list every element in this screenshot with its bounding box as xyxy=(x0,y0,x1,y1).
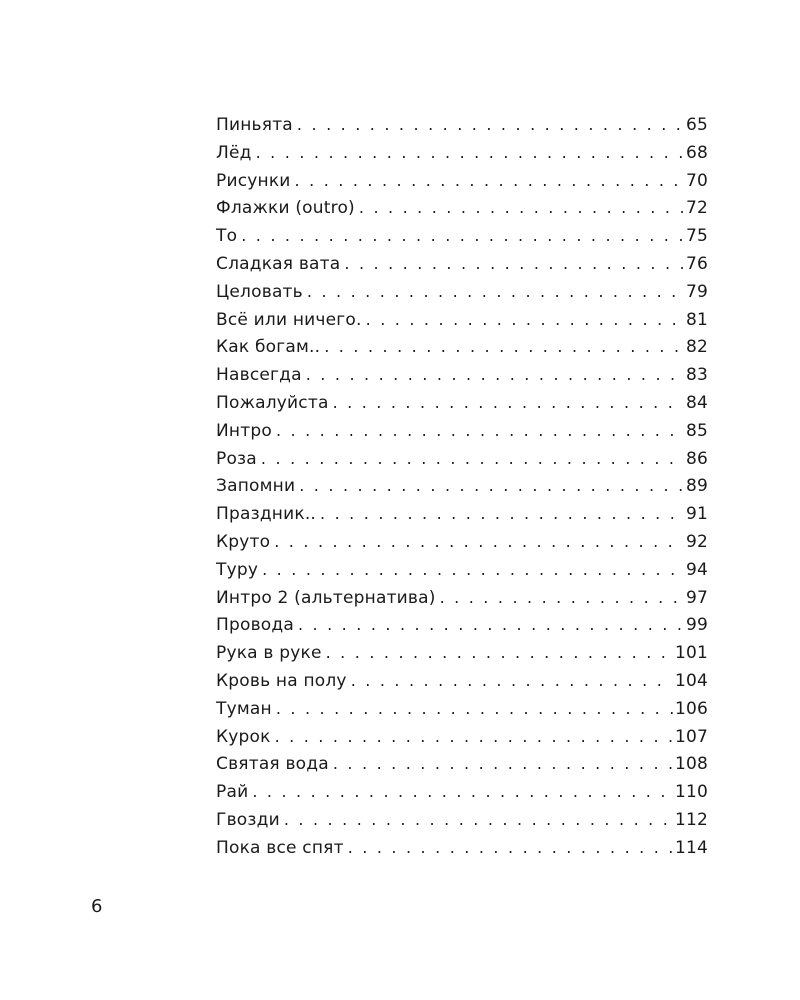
dot-leader xyxy=(256,143,684,162)
dot-leader xyxy=(262,560,684,579)
dot-leader xyxy=(333,754,673,773)
dot-leader xyxy=(307,282,684,301)
page-number: 6 xyxy=(91,896,103,917)
toc-entry-page: 107 xyxy=(674,726,708,747)
toc-entry xyxy=(216,421,708,449)
toc-entry xyxy=(216,671,708,699)
toc-entry-page: 94 xyxy=(685,559,708,580)
toc-entry xyxy=(216,365,708,393)
toc-entry-title: Кровь на полу xyxy=(216,670,347,691)
toc-entry-title: Туман xyxy=(216,698,272,719)
toc-entry-page: 72 xyxy=(685,198,708,219)
toc-entry-title: Навсегда xyxy=(216,365,302,386)
toc-entry-page: 112 xyxy=(674,809,708,830)
toc-entry xyxy=(216,588,708,616)
toc-entry xyxy=(216,615,708,643)
toc-entry-title: Гвозди xyxy=(216,809,280,830)
toc-entry-page: 79 xyxy=(685,281,708,302)
toc-entry-title: Запомни xyxy=(216,476,296,497)
toc-entry-page: 85 xyxy=(685,420,708,441)
toc-entry-page: 106 xyxy=(674,698,708,719)
toc-entry-page: 89 xyxy=(685,476,708,497)
toc-entry-title: Как богам.. xyxy=(216,337,321,358)
toc-entry-title: Курок xyxy=(216,726,271,747)
toc-entry xyxy=(216,699,708,727)
toc-entry-title: Рай xyxy=(216,782,249,803)
toc-entry-page: 76 xyxy=(685,253,708,274)
dot-leader xyxy=(274,532,684,551)
toc-entry-page: 99 xyxy=(685,615,708,636)
dot-leader xyxy=(359,198,684,217)
dot-leader xyxy=(348,838,673,857)
toc-entry xyxy=(216,254,708,282)
dot-leader xyxy=(275,727,673,746)
toc-entry-title: Интро 2 (альтернатива) xyxy=(216,587,436,608)
toc-entry-page: 82 xyxy=(685,337,708,358)
toc-entry xyxy=(216,337,708,365)
toc-entry-page: 81 xyxy=(685,309,708,330)
toc-entry-title: Флажки (outro) xyxy=(216,198,355,219)
dot-leader xyxy=(306,365,684,384)
toc-entry-page: 97 xyxy=(685,587,708,608)
toc-entry-title: Целовать xyxy=(216,281,303,302)
table-of-contents xyxy=(216,115,708,866)
dot-leader xyxy=(284,810,673,829)
toc-entry-page: 91 xyxy=(685,504,708,525)
toc-entry xyxy=(216,115,708,143)
toc-entry xyxy=(216,643,708,671)
toc-entry xyxy=(216,393,708,421)
toc-entry-title: Рука в руке xyxy=(216,643,322,664)
toc-entry xyxy=(216,754,708,782)
toc-entry-title: Лёд xyxy=(216,142,252,163)
dot-leader xyxy=(333,393,684,412)
dot-leader xyxy=(261,449,684,468)
toc-entry xyxy=(216,727,708,755)
toc-entry-title: Рисунки xyxy=(216,170,291,191)
dot-leader xyxy=(351,671,673,690)
toc-entry-title: Круто xyxy=(216,531,271,552)
dot-leader xyxy=(297,115,684,134)
toc-entry xyxy=(216,143,708,171)
toc-entry-title: То xyxy=(216,226,238,247)
toc-entry-page: 68 xyxy=(685,142,708,163)
toc-entry-page: 84 xyxy=(685,392,708,413)
dot-leader xyxy=(366,310,684,329)
toc-entry-page: 110 xyxy=(674,782,708,803)
toc-entry-page: 86 xyxy=(685,448,708,469)
toc-entry xyxy=(216,476,708,504)
dot-leader xyxy=(320,504,684,523)
toc-entry xyxy=(216,198,708,226)
toc-entry-title: Туру xyxy=(216,559,259,580)
toc-entry-title: Пока все спят xyxy=(216,837,344,858)
dot-leader xyxy=(326,643,673,662)
toc-entry xyxy=(216,532,708,560)
toc-entry-page: 104 xyxy=(674,670,708,691)
toc-entry xyxy=(216,449,708,477)
toc-entry-title: Интро xyxy=(216,420,272,441)
toc-entry-title: Роза xyxy=(216,448,257,469)
toc-entry xyxy=(216,282,708,310)
toc-entry xyxy=(216,838,708,866)
toc-entry xyxy=(216,310,708,338)
toc-entry xyxy=(216,226,708,254)
toc-entry-page: 70 xyxy=(685,170,708,191)
toc-entry-title: Провода xyxy=(216,615,294,636)
toc-entry-title: Праздник.. xyxy=(216,504,317,525)
dot-leader xyxy=(276,699,673,718)
toc-entry xyxy=(216,504,708,532)
toc-entry xyxy=(216,810,708,838)
toc-entry-title: Всё или ничего. xyxy=(216,309,362,330)
dot-leader xyxy=(324,337,684,356)
toc-entry xyxy=(216,782,708,810)
toc-entry xyxy=(216,171,708,199)
dot-leader xyxy=(299,476,684,495)
dot-leader xyxy=(241,226,684,245)
toc-entry-page: 83 xyxy=(685,365,708,386)
toc-entry-title: Пиньята xyxy=(216,115,293,135)
toc-entry-page: 101 xyxy=(674,643,708,664)
dot-leader xyxy=(276,421,684,440)
toc-entry xyxy=(216,560,708,588)
toc-entry-title: Пожалуйста xyxy=(216,392,329,413)
toc-entry-page: 114 xyxy=(674,837,708,858)
dot-leader xyxy=(344,254,684,273)
toc-entry-page: 92 xyxy=(685,531,708,552)
dot-leader xyxy=(252,782,673,801)
dot-leader xyxy=(295,171,684,190)
toc-entry-title: Сладкая вата xyxy=(216,253,341,274)
dot-leader xyxy=(298,615,684,634)
toc-entry-page: 108 xyxy=(674,754,708,775)
toc-entry-page: 75 xyxy=(685,226,708,247)
toc-entry-page: 65 xyxy=(685,115,708,135)
toc-entry-title: Святая вода xyxy=(216,754,329,775)
dot-leader xyxy=(440,588,684,607)
